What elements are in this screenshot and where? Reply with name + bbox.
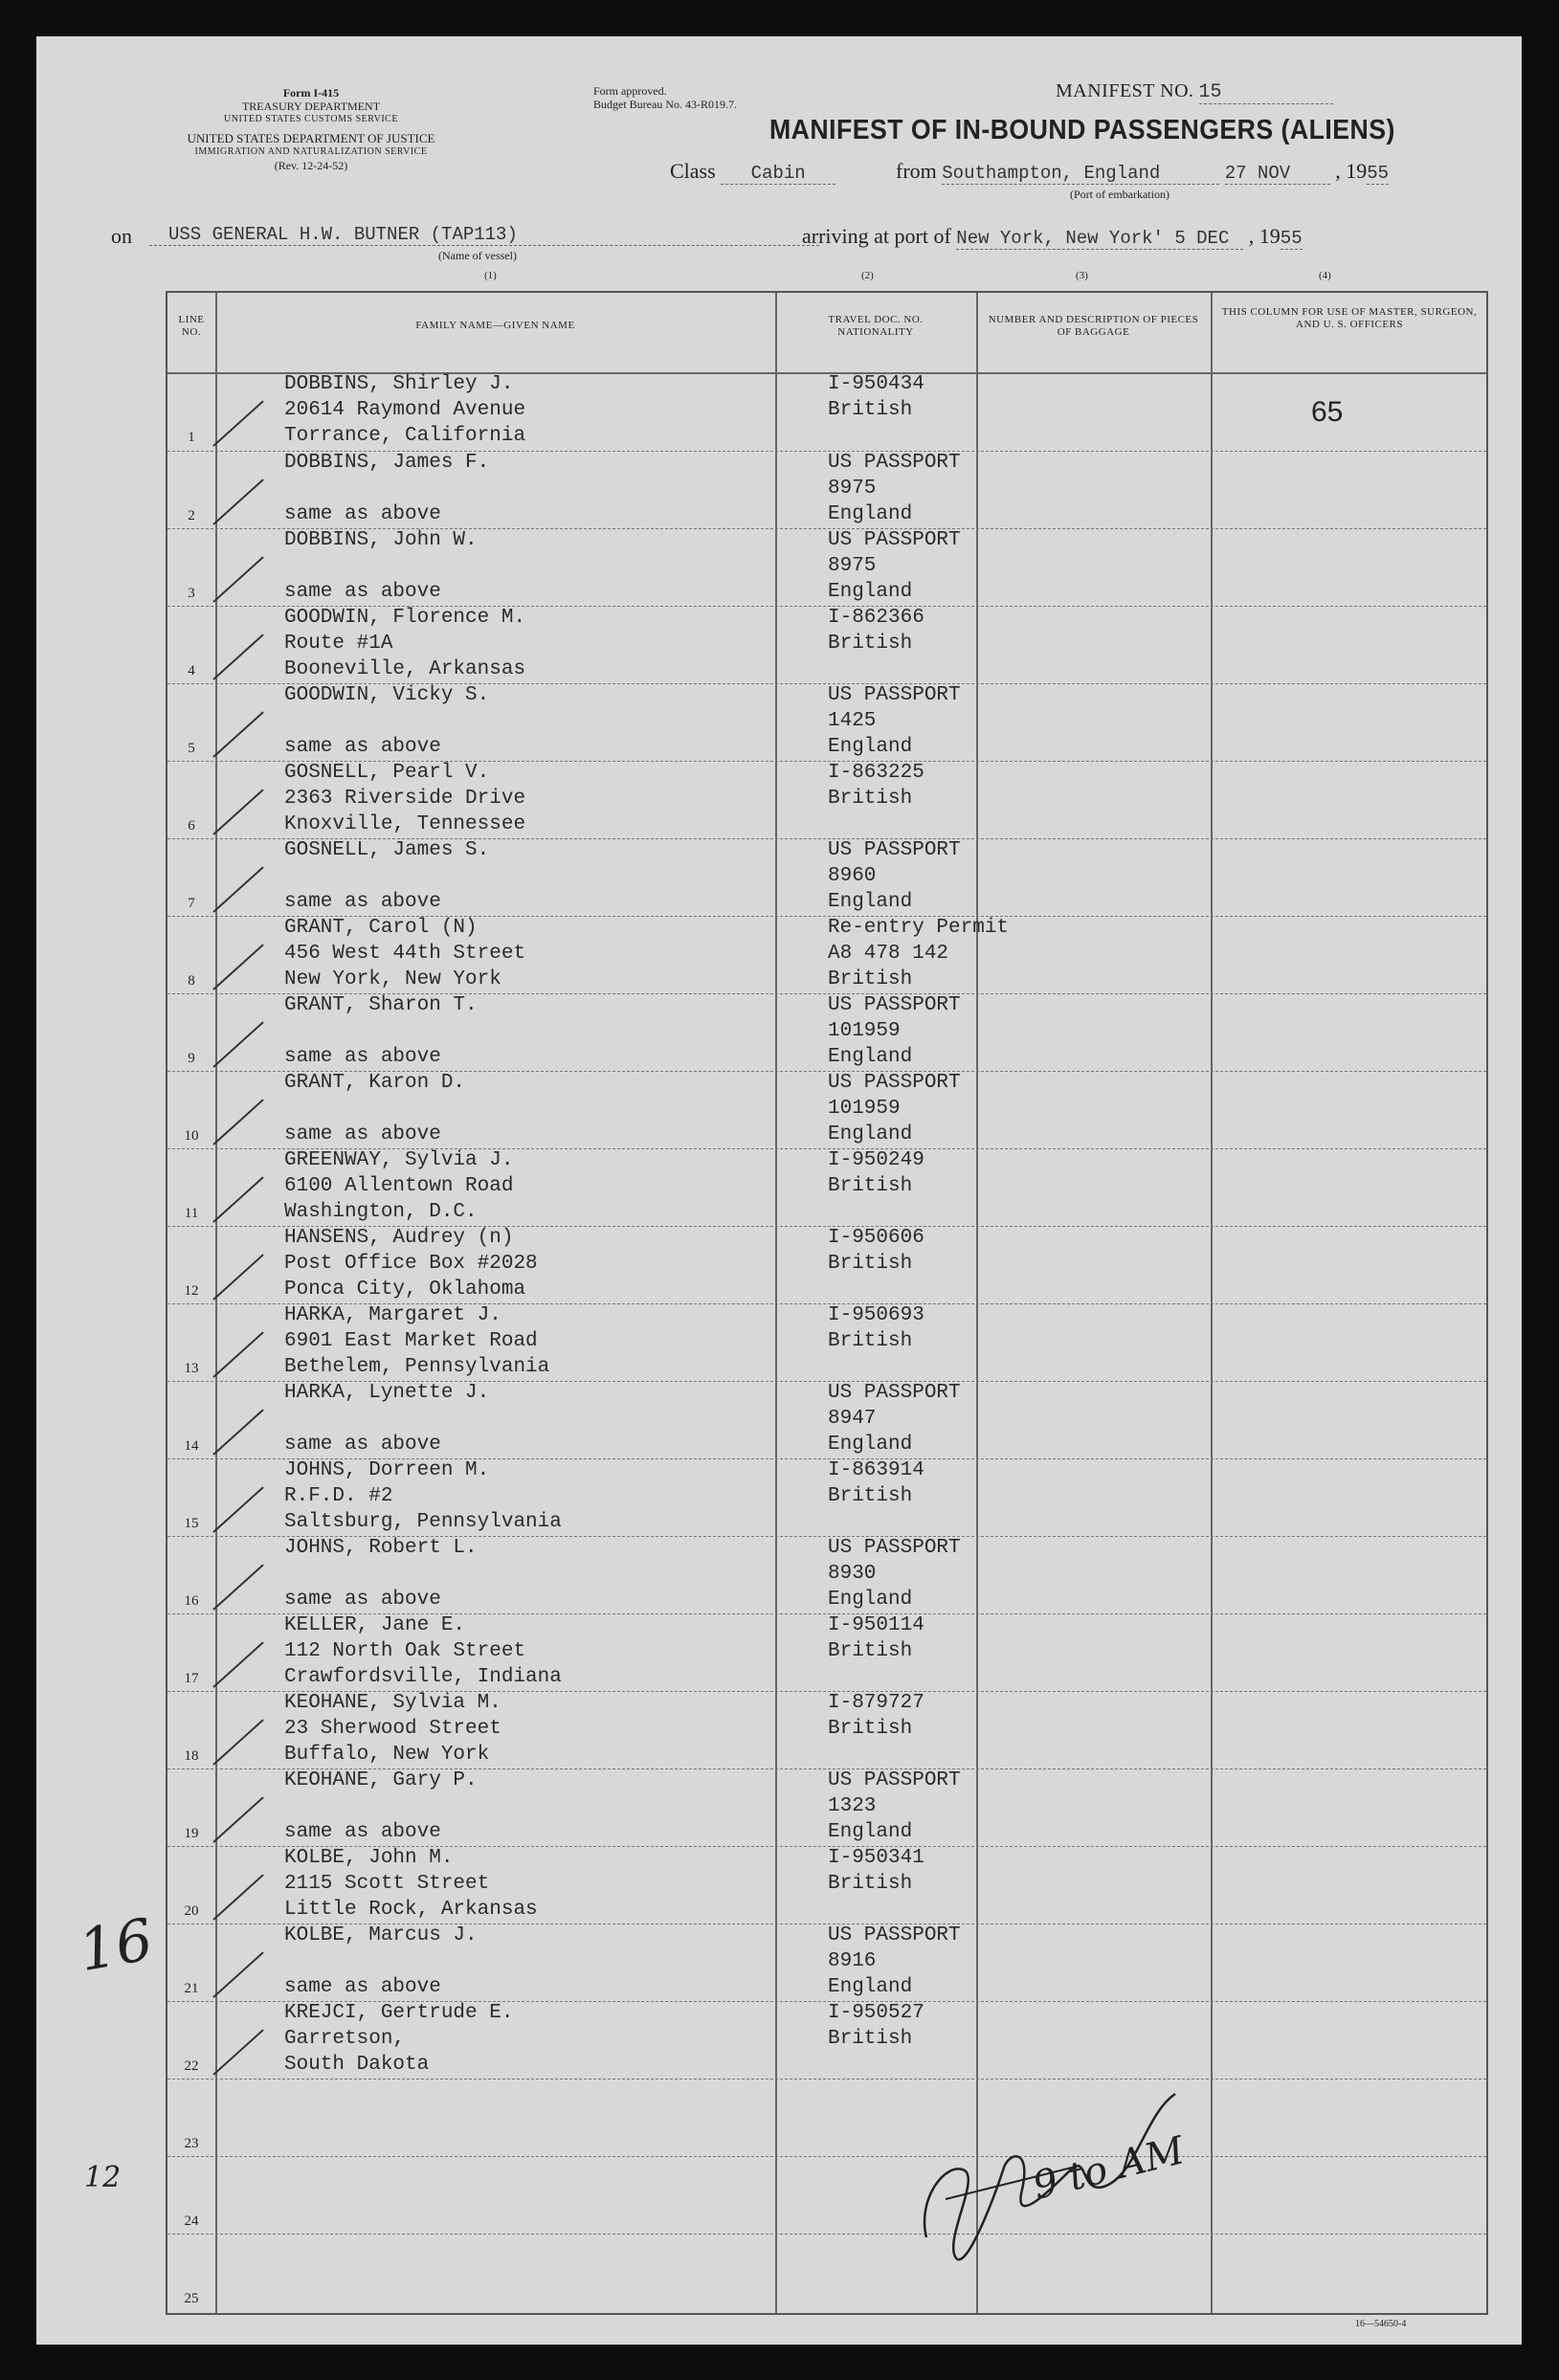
doc-line: British xyxy=(828,1175,913,1197)
name-line: 2115 Scott Street xyxy=(284,1873,490,1895)
line-number: 13 xyxy=(184,1361,199,1376)
name-line: same as above xyxy=(284,1589,441,1611)
doc-line: 1425 xyxy=(828,710,877,732)
doc-line: I-950527 xyxy=(828,2002,924,2024)
line-number: 8 xyxy=(188,973,195,989)
line-number: 16 xyxy=(184,1593,199,1609)
table-row xyxy=(167,683,1486,762)
doc-line: I-950434 xyxy=(828,373,924,395)
check-mark xyxy=(212,1331,263,1377)
line-number: 21 xyxy=(184,1981,199,1996)
name-line: 112 North Oak Street xyxy=(284,1640,526,1662)
line-number: 20 xyxy=(184,1903,199,1919)
name-line: Saltsburg, Pennsylvania xyxy=(284,1511,562,1533)
name-line: Torrance, California xyxy=(284,425,526,447)
line-number: 4 xyxy=(188,663,195,678)
doc-line: US PASSPORT xyxy=(828,1537,961,1559)
travel-doc-nationality xyxy=(828,1225,924,1277)
customs-label: UNITED STATES CUSTOMS SERVICE xyxy=(224,114,398,124)
doc-line: US PASSPORT xyxy=(828,1382,961,1404)
name-line: Knoxville, Tennessee xyxy=(284,813,526,835)
doc-line: England xyxy=(828,1046,913,1068)
name-line: Ponca City, Oklahoma xyxy=(284,1279,526,1301)
name-line: GRANT, Carol (N) xyxy=(284,917,478,939)
name-line: Route #1A xyxy=(284,633,393,655)
passenger-name-address xyxy=(284,1225,538,1302)
name-line: 2363 Riverside Drive xyxy=(284,788,526,810)
doc-line: 8960 xyxy=(828,865,877,887)
col-header-doc: TRAVEL DOC. NO. NATIONALITY xyxy=(828,314,924,338)
name-line: DOBBINS, John W. xyxy=(284,529,478,551)
check-mark xyxy=(212,1176,263,1222)
name-line: same as above xyxy=(284,503,441,525)
line-number: 15 xyxy=(184,1516,199,1531)
check-mark xyxy=(212,634,263,679)
name-line: 23 Sherwood Street xyxy=(284,1718,501,1740)
name-line: Washington, D.C. xyxy=(284,1201,478,1223)
table-row xyxy=(167,1071,1486,1149)
column-number: (1) xyxy=(484,270,497,281)
doc-line: England xyxy=(828,1434,913,1456)
doc-line: England xyxy=(828,891,913,913)
revision-label: (Rev. 12-24-52) xyxy=(274,159,348,172)
passenger-name-address xyxy=(284,450,489,527)
column-number: (4) xyxy=(1319,270,1331,281)
footer-code: 16—54650-4 xyxy=(1355,2319,1407,2329)
column-number: (3) xyxy=(1076,270,1088,281)
line-number: 3 xyxy=(188,586,195,601)
name-line: South Dakota xyxy=(284,2054,430,2076)
passenger-name-address xyxy=(284,1147,513,1225)
name-line: GOSNELL, James S. xyxy=(284,839,490,861)
agency-header xyxy=(153,86,469,172)
doc-line: 8975 xyxy=(828,478,877,500)
name-line: GRANT, Karon D. xyxy=(284,1072,466,1094)
treasury-label: TREASURY DEPARTMENT xyxy=(241,100,381,113)
name-line: GOODWIN, Florence M. xyxy=(284,607,526,629)
line-number: 12 xyxy=(184,1283,199,1299)
table-row xyxy=(167,1226,1486,1304)
table-row xyxy=(167,606,1486,684)
name-line: JOHNS, Robert L. xyxy=(284,1537,478,1559)
doc-line: British xyxy=(828,1485,913,1507)
name-line: same as above xyxy=(284,736,441,758)
check-mark xyxy=(212,1951,263,1997)
doc-line: England xyxy=(828,1589,913,1611)
doc-line: British xyxy=(828,633,913,655)
doc-line: I-863225 xyxy=(828,762,924,784)
travel-doc-nationality xyxy=(828,371,924,423)
passenger-name-address xyxy=(284,1690,501,1768)
table-row xyxy=(167,373,1486,451)
doc-line: 8947 xyxy=(828,1408,877,1430)
travel-doc-nationality xyxy=(828,1535,961,1613)
passenger-name-address xyxy=(284,371,525,449)
vessel-name: USS GENERAL H.W. BUTNER (TAP113) xyxy=(149,224,819,246)
passenger-name-address xyxy=(284,1613,562,1690)
line-number: 25 xyxy=(184,2291,199,2306)
doc-line: I-950249 xyxy=(828,1149,924,1171)
doc-line: I-950341 xyxy=(828,1847,924,1869)
check-mark xyxy=(212,1564,263,1610)
travel-doc-nationality xyxy=(828,915,1009,992)
check-mark xyxy=(212,1796,263,1842)
doc-line: 1323 xyxy=(828,1795,877,1817)
name-line: KOLBE, John M. xyxy=(284,1847,454,1869)
passenger-name-address xyxy=(284,527,478,605)
table-row xyxy=(167,2001,1486,2080)
line-number: 1 xyxy=(188,430,195,445)
table-row xyxy=(167,838,1486,917)
name-line: GOSNELL, Pearl V. xyxy=(284,762,490,784)
manifest-number-label: MANIFEST NO. 15 xyxy=(1056,80,1333,104)
name-line: KOLBE, Marcus J. xyxy=(284,1924,478,1946)
doc-line: 101959 xyxy=(828,1098,901,1120)
doc-line: US PASSPORT xyxy=(828,529,961,551)
on-label: on xyxy=(111,224,132,248)
name-line xyxy=(284,1793,478,1819)
travel-doc-nationality xyxy=(828,1690,924,1742)
name-line: same as above xyxy=(284,1976,441,1998)
doc-line: I-879727 xyxy=(828,1692,924,1714)
name-line xyxy=(284,1406,489,1432)
passenger-name-address xyxy=(284,1768,478,1845)
table-row xyxy=(167,1613,1486,1692)
check-mark xyxy=(212,1486,263,1532)
travel-doc-nationality xyxy=(828,1613,924,1664)
check-mark xyxy=(212,556,263,602)
name-line: same as above xyxy=(284,1123,441,1146)
travel-doc-nationality xyxy=(828,450,961,527)
passenger-name-address xyxy=(284,760,525,837)
doc-line: US PASSPORT xyxy=(828,1924,961,1946)
doc-line: 8930 xyxy=(828,1563,877,1585)
check-mark xyxy=(212,1874,263,1920)
name-line: Buffalo, New York xyxy=(284,1744,490,1766)
travel-doc-nationality xyxy=(828,1923,961,2000)
margin-mark: 16 xyxy=(74,1905,158,1986)
name-line xyxy=(284,476,489,501)
travel-doc-nationality xyxy=(828,1302,924,1354)
name-line: 6901 East Market Road xyxy=(284,1330,538,1352)
line-number: 11 xyxy=(184,1206,199,1221)
table-row xyxy=(167,1846,1486,1924)
line-number: 17 xyxy=(184,1671,199,1686)
approval-block xyxy=(593,84,880,111)
line-number: 18 xyxy=(184,1748,199,1764)
check-mark xyxy=(212,400,263,446)
doc-line: US PASSPORT xyxy=(828,684,961,706)
name-line: same as above xyxy=(284,581,441,603)
table-row xyxy=(167,1691,1486,1769)
table-row xyxy=(167,1148,1486,1227)
doc-line: England xyxy=(828,503,913,525)
justice-label: UNITED STATES DEPARTMENT OF JUSTICE xyxy=(187,131,435,145)
table-row xyxy=(167,1303,1486,1382)
name-line: same as above xyxy=(284,1434,441,1456)
table-row xyxy=(167,916,1486,994)
table-row xyxy=(167,761,1486,839)
name-line: Post Office Box #2028 xyxy=(284,1253,538,1275)
line-number: 10 xyxy=(184,1128,199,1144)
name-line: HANSENS, Audrey (n) xyxy=(284,1227,514,1249)
table-row xyxy=(167,451,1486,529)
name-line xyxy=(284,863,489,889)
table-row xyxy=(167,2234,1486,2312)
name-line: R.F.D. #2 xyxy=(284,1485,393,1507)
doc-line: British xyxy=(828,788,913,810)
doc-line: 101959 xyxy=(828,1020,901,1042)
doc-line: US PASSPORT xyxy=(828,839,961,861)
name-line: 20614 Raymond Avenue xyxy=(284,399,526,421)
line-number: 5 xyxy=(188,741,195,756)
travel-doc-nationality xyxy=(828,760,924,812)
name-line: Booneville, Arkansas xyxy=(284,658,526,680)
doc-line: England xyxy=(828,736,913,758)
name-line: 6100 Allentown Road xyxy=(284,1175,514,1197)
doc-line: I-863914 xyxy=(828,1459,924,1481)
check-mark xyxy=(212,1641,263,1687)
name-line: DOBBINS, James F. xyxy=(284,452,490,474)
doc-line: I-950693 xyxy=(828,1304,924,1326)
class-row: Class Cabin xyxy=(670,159,835,185)
table-row xyxy=(167,528,1486,607)
passenger-name-address xyxy=(284,1457,562,1535)
doc-line: British xyxy=(828,1873,913,1895)
name-line: same as above xyxy=(284,891,441,913)
doc-line: British xyxy=(828,1330,913,1352)
passenger-name-address xyxy=(284,1923,478,2000)
doc-line: I-862366 xyxy=(828,607,924,629)
name-line xyxy=(284,1561,478,1587)
check-mark xyxy=(212,478,263,524)
table-row xyxy=(167,2079,1486,2157)
table-row xyxy=(167,1924,1486,2002)
travel-doc-nationality xyxy=(828,2000,924,2052)
form-number: Form I-415 xyxy=(282,86,340,100)
passenger-name-address xyxy=(284,2000,513,2078)
embarkation-port: Southampton, England xyxy=(942,163,1219,185)
passenger-name-address xyxy=(284,1302,549,1380)
line-number: 19 xyxy=(184,1826,199,1841)
table-row xyxy=(167,1458,1486,1537)
vessel-caption: (Name of vessel) xyxy=(438,249,517,262)
travel-doc-nationality xyxy=(828,682,961,760)
doc-line: England xyxy=(828,581,913,603)
name-line: KEOHANE, Gary P. xyxy=(284,1769,478,1791)
page-title: MANIFEST OF IN-BOUND PASSENGERS (ALIENS) xyxy=(769,115,1395,145)
name-line: Garretson, xyxy=(284,2028,406,2050)
name-line: GOODWIN, Vicky S. xyxy=(284,684,490,706)
doc-line: I-950114 xyxy=(828,1614,924,1636)
passenger-name-address xyxy=(284,1070,465,1147)
travel-doc-nationality xyxy=(828,1070,961,1147)
travel-doc-nationality xyxy=(828,1457,924,1509)
name-line xyxy=(284,708,489,734)
passenger-name-address xyxy=(284,1535,478,1613)
name-line xyxy=(284,1948,478,1974)
from-row: from Southampton, England 27 NOV , 1955 xyxy=(896,159,1390,184)
name-line: same as above xyxy=(284,1821,441,1843)
embarkation-year: 55 xyxy=(1367,163,1390,184)
name-line: GREENWAY, Sylvia J. xyxy=(284,1149,514,1171)
travel-doc-nationality xyxy=(828,1845,924,1897)
travel-doc-nationality xyxy=(828,605,924,656)
name-line: New York, New York xyxy=(284,968,501,990)
name-line: HARKA, Lynette J. xyxy=(284,1382,490,1404)
doc-line: British xyxy=(828,399,913,421)
name-line: HARKA, Margaret J. xyxy=(284,1304,501,1326)
name-line: KELLER, Jane E. xyxy=(284,1614,466,1636)
col-header-line: LINE NO. xyxy=(178,314,205,338)
margin-mark: 12 xyxy=(84,2161,122,2194)
travel-doc-nationality xyxy=(828,1768,961,1845)
name-line: Crawfordsville, Indiana xyxy=(284,1666,562,1688)
passenger-name-address xyxy=(284,915,525,992)
line-number: 23 xyxy=(184,2136,199,2151)
line-number: 9 xyxy=(188,1051,195,1066)
doc-line: England xyxy=(828,1123,913,1146)
doc-line: US PASSPORT xyxy=(828,452,961,474)
embarkation-date: 27 NOV xyxy=(1225,163,1330,185)
line-number: 2 xyxy=(188,508,195,523)
line-number: 22 xyxy=(184,2058,199,2074)
class-value: Cabin xyxy=(721,163,835,185)
travel-doc-nationality xyxy=(828,1380,961,1457)
doc-line: Re-entry Permit xyxy=(828,917,1010,939)
check-mark xyxy=(212,711,263,757)
table-row xyxy=(167,1768,1486,1847)
passenger-name-address xyxy=(284,1380,489,1457)
doc-line: British xyxy=(828,1718,913,1740)
table-row xyxy=(167,1381,1486,1459)
name-line xyxy=(284,1018,478,1044)
passenger-name-address xyxy=(284,682,489,760)
form-approved-label: Form approved. xyxy=(593,84,667,98)
name-line: DOBBINS, Shirley J. xyxy=(284,373,514,395)
line-number: 24 xyxy=(184,2213,199,2229)
table-row xyxy=(167,993,1486,1072)
doc-line: US PASSPORT xyxy=(828,1769,961,1791)
name-line: 456 West 44th Street xyxy=(284,943,526,965)
column-number: (2) xyxy=(861,270,874,281)
arrival-year: 55 xyxy=(1280,228,1303,249)
name-line xyxy=(284,553,478,579)
check-mark xyxy=(212,866,263,912)
arrival-time: 9 to AM xyxy=(1028,2128,1190,2209)
line-number: 14 xyxy=(184,1438,199,1454)
doc-line: US PASSPORT xyxy=(828,994,961,1016)
port-caption: (Port of embarkation) xyxy=(1070,188,1169,201)
name-line: same as above xyxy=(284,1046,441,1068)
check-mark xyxy=(212,789,263,834)
name-line: JOHNS, Dorreen M. xyxy=(284,1459,490,1481)
manifest-number: 15 xyxy=(1199,81,1333,104)
name-line: KREJCI, Gertrude E. xyxy=(284,2002,514,2024)
name-line: GRANT, Sharon T. xyxy=(284,994,478,1016)
name-line: Little Rock, Arkansas xyxy=(284,1899,538,1921)
name-line xyxy=(284,1096,465,1122)
check-mark xyxy=(212,1099,263,1145)
doc-line: I-950606 xyxy=(828,1227,924,1249)
passenger-name-address xyxy=(284,605,525,682)
doc-line: A8 478 142 xyxy=(828,943,949,965)
arrival-port: New York, New York' 5 DEC xyxy=(956,228,1243,250)
arriving-row: arriving at port of New York, New York' 5 DEC , 1955 xyxy=(802,224,1303,249)
check-mark xyxy=(212,1254,263,1300)
table-row xyxy=(167,2156,1486,2235)
name-line: KEOHANE, Sylvia M. xyxy=(284,1692,501,1714)
check-mark xyxy=(212,2029,263,2075)
doc-line: 8916 xyxy=(828,1950,877,1972)
line-number: 7 xyxy=(188,896,195,911)
doc-line: 8975 xyxy=(828,555,877,577)
check-mark xyxy=(212,1409,263,1455)
check-mark xyxy=(212,1719,263,1765)
doc-line: England xyxy=(828,1821,913,1843)
passenger-name-address xyxy=(284,992,478,1070)
doc-line: US PASSPORT xyxy=(828,1072,961,1094)
col-header-name: FAMILY NAME—GIVEN NAME xyxy=(415,320,575,331)
travel-doc-nationality xyxy=(828,527,961,605)
table-row xyxy=(167,1536,1486,1614)
officer-mark: 65 xyxy=(1311,396,1344,428)
manifest-sheet xyxy=(36,36,1522,2345)
passenger-name-address xyxy=(284,1845,538,1923)
line-number: 6 xyxy=(188,818,195,834)
immigration-label: IMMIGRATION AND NATURALIZATION SERVICE xyxy=(194,146,428,157)
check-mark xyxy=(212,1021,263,1067)
travel-doc-nationality xyxy=(828,837,961,915)
doc-line: British xyxy=(828,968,913,990)
doc-line: British xyxy=(828,2028,913,2050)
budget-label: Budget Bureau No. 43-R019.7. xyxy=(593,98,737,111)
check-mark xyxy=(212,944,263,990)
name-line: Bethelem, Pennsylvania xyxy=(284,1356,550,1378)
passenger-name-address xyxy=(284,837,489,915)
col-header-baggage: NUMBER AND DESCRIPTION OF PIECES OF BAGGAGE xyxy=(988,314,1199,338)
doc-line: British xyxy=(828,1640,913,1662)
doc-line: England xyxy=(828,1976,913,1998)
travel-doc-nationality xyxy=(828,992,961,1070)
passenger-table xyxy=(166,291,1488,2315)
col-header-officers: THIS COLUMN FOR USE OF MASTER, SURGEON, AND U. S. OFFICERS xyxy=(1221,306,1478,330)
travel-doc-nationality xyxy=(828,1147,924,1199)
doc-line: British xyxy=(828,1253,913,1275)
